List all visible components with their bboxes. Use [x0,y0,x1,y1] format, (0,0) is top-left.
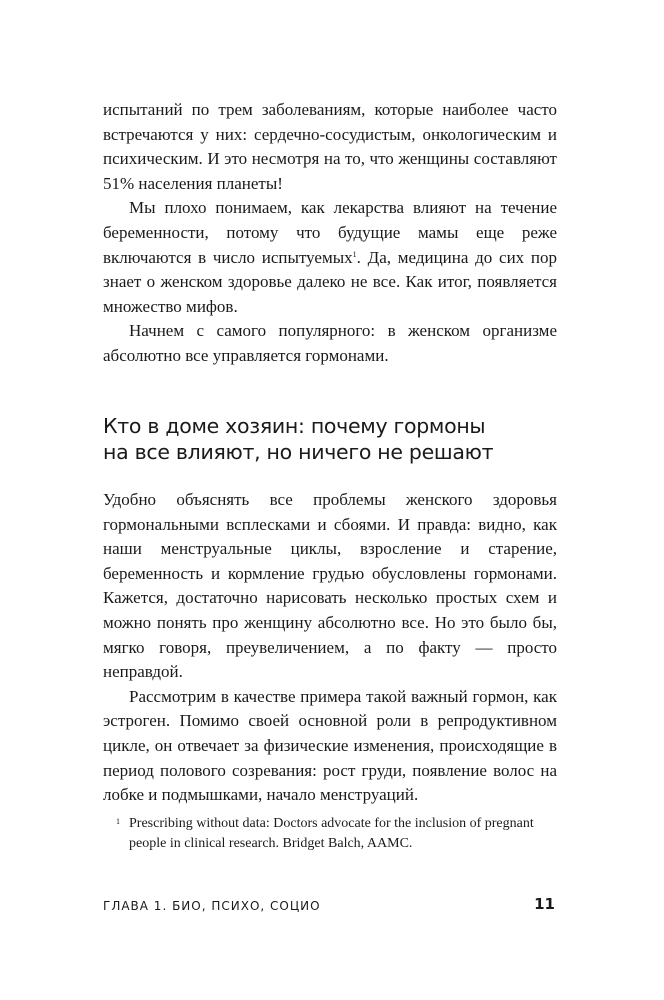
page-number: 11 [534,895,555,913]
paragraph-pregnancy-end: . Да, медицина до сих пор знает о женском здоровье далеко не все. Как итог, появляется множество мифов. [103,247,557,316]
paragraph-myth-intro: Начнем с самого популярного: в женском организме абсолютно все управляется гормонами. [103,321,557,365]
footnote-marker: 1 [116,817,120,826]
section-heading-line-1: Кто в доме хозяин: почему гормоны [103,414,486,438]
footnote-line-2: people in clinical research. Bridget Balch, AAMC. [129,835,413,851]
paragraph-pregnancy-start: Мы плохо понимаем, как лекарства влияют на течение беременности, потому что будущие мамы еще реже включаются в число испытуемых [103,198,557,267]
paragraph-pregnancy [103,196,557,319]
section-heading [103,413,557,465]
paragraph-continuation: испытаний по трем заболеваниям, которые наиболее часто встречаются у них: сердечно-сосудистым, онкологическим и психическим. И это несмотря на то, что женщины составляют 51% населения планеты! [103,100,557,193]
body-text-bottom [103,488,557,808]
footnote [103,814,557,853]
paragraph-estrogen: Рассмотрим в качестве примера такой важный гормон, как эстроген. Помимо своей основной роли в репродуктивном цикле, он отвечает за физические изменения, происходящие в период полового созревания: рост груди, появление волос на лобке и подмышками, начало менструаций. [103,686,557,805]
footnote-line-1: Prescribing without data: Doctors advocate for the inclusion of pregnant [129,816,534,831]
footnote-reference: 1 [352,249,357,259]
paragraph-hormones: Удобно объяснять все проблемы женского здоровья гормональными всплесками и сбоями. И правда: видно, как наши менструальные циклы, взросление и старение, беременность и кормление грудью обусловлены гормонами. Кажется, достаточно нарисовать несколько простых схем и можно понять про женщину абсолютно все. Но это было бы, мягко говоря, преувеличением, а по факту — просто неправдой. [103,490,557,682]
body-text-top [103,98,557,369]
running-footer-chapter: ГЛАВА 1. БИО, ПСИХО, СОЦИО [103,899,321,913]
section-heading-line-2: на все влияют, но ничего не решают [103,440,494,464]
